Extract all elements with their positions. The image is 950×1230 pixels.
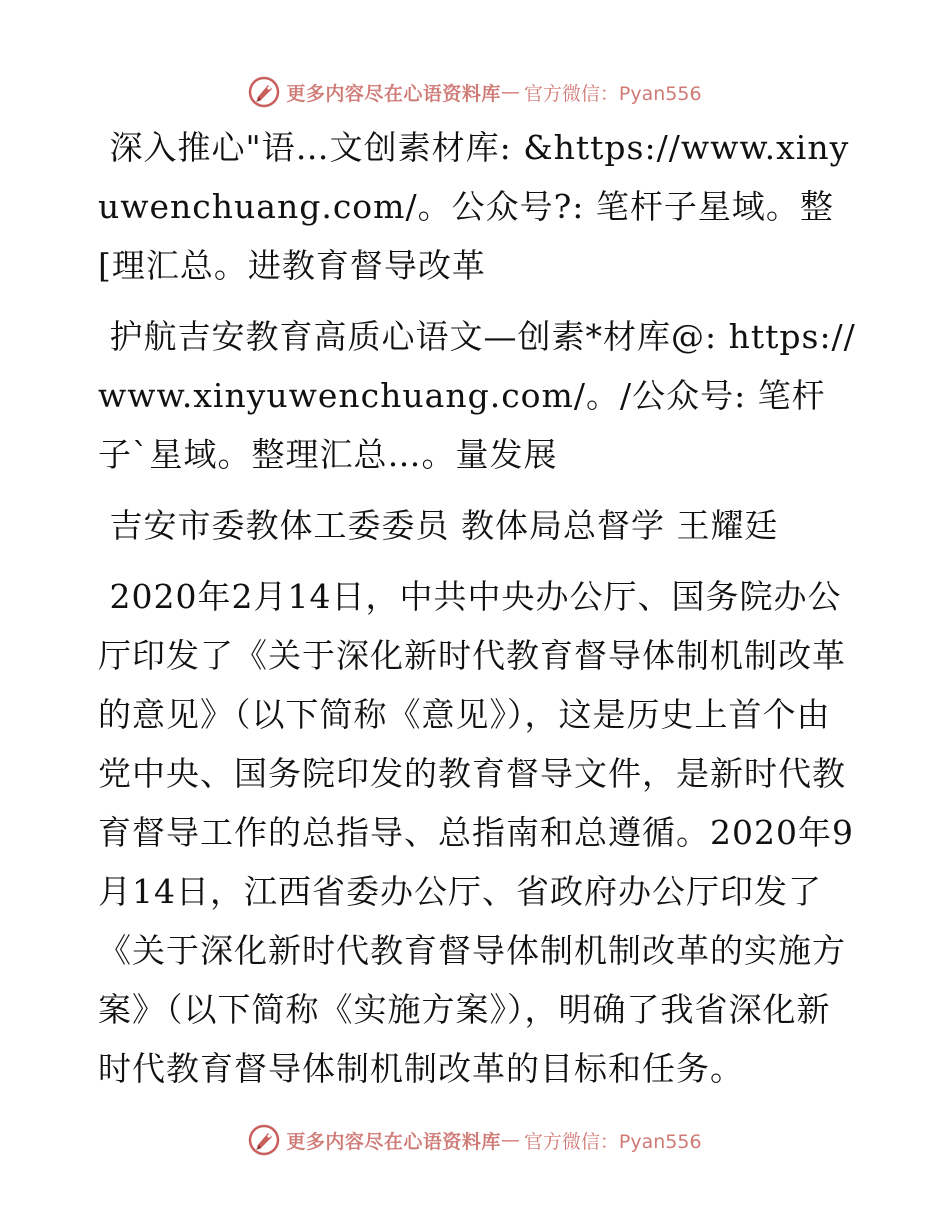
- watermark-slogan: 更多内容尽在心语资料库: [286, 82, 501, 105]
- watermark-footer: [0, 1120, 950, 1160]
- watermark-slogan: 更多内容尽在心语资料库: [286, 1130, 501, 1153]
- watermark-separator: —: [500, 1129, 520, 1151]
- pen-nib-logo-icon: [248, 1124, 280, 1156]
- watermark-wechat: 官方微信：Pyan556: [523, 1130, 702, 1153]
- paragraph-intro-2: 护航吉安教育高质心语文—创素*材库@: https://www.xinyuwenchuang.com/。/公众号: 笔杆子`星域。整理汇总…。量发展: [98, 317, 856, 474]
- document-body: [98, 118, 858, 1110]
- paragraph-intro-1: 深入推心"语…文创素材库: &https://www.xinyuwenchuang.com/。公众号?: 笔杆子星域。整[理汇总。进教育督导改革: [98, 128, 850, 285]
- watermark-wechat: 官方微信：Pyan556: [523, 82, 702, 105]
- paragraph-author: 吉安市委教体工委委员 教体局总督学 王耀廷: [98, 506, 779, 545]
- watermark-header: [0, 72, 950, 112]
- paragraph-body: 2020年2月14日，中共中央办公厅、国务院办公厅印发了《关于深化新时代教育督导体制机制改革的意见》（以下简称《意见》），这是历史上首个由党中央、国务院印发的教育督导文件，是新时代教育督导工作的总指导、总指南和总遵循。2020年9月14日，江西省委办公厅、省政府办公厅印发了《关于深化新时代教育督导体制机制改革的实施方案》（以下简称《实施方案》），明确了我省深化新时代教育督导体制机制改革的目标和任务。: [98, 577, 854, 1088]
- watermark-separator: —: [500, 81, 520, 103]
- pen-nib-logo-icon: [248, 76, 280, 108]
